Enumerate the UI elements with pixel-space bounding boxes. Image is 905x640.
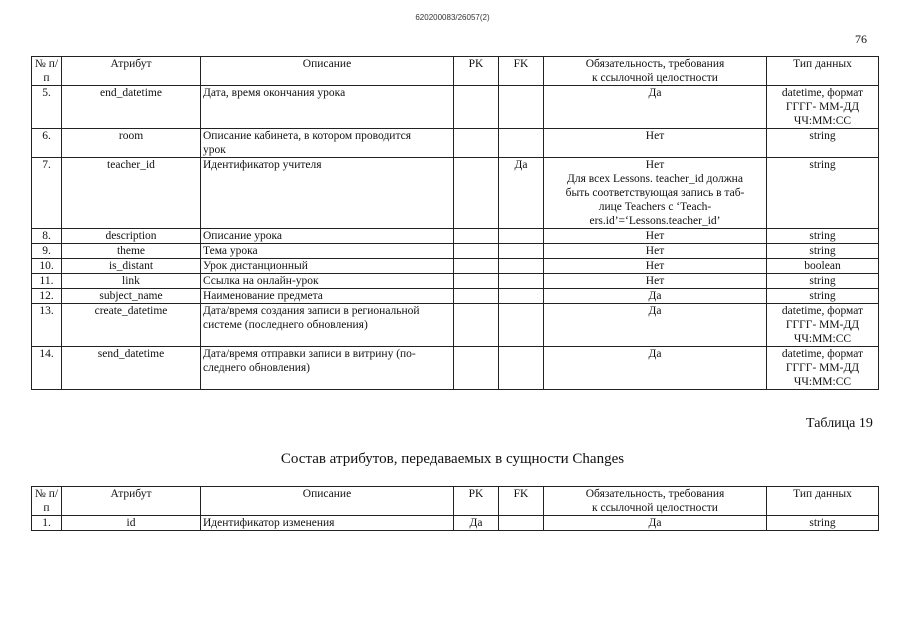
cell-attribute: is_distant [62,259,201,274]
table-row [32,304,879,347]
table-row [32,516,879,531]
cell-data-type: string [767,158,879,229]
cell-data-type: string [767,274,879,289]
cell-fk [499,229,544,244]
cell-num: 9. [32,244,62,259]
cell-num: 8. [32,229,62,244]
cell-description: Описание кабинета, в котором проводится урок [201,129,454,158]
cell-requirements: Нет Для всех Lessons. teacher_id должна быть соответствующая запись в таб- лице Teachers с ‘Teach- ers.id’=‘Lessons.teacher_id’ [544,158,767,229]
cell-description: Дата/время создания записи в региональной системе (последнего обновления) [201,304,454,347]
section-title: Состав атрибутов, передаваемых в сущности Changes [280,451,625,467]
cell-fk: Да [499,158,544,229]
cell-requirements: Нет [544,129,767,158]
cell-pk [454,347,499,390]
changes-attributes-table [31,486,879,531]
header-fk: FK [499,57,544,86]
cell-requirements: Да [544,289,767,304]
cell-num: 12. [32,289,62,304]
cell-num: 7. [32,158,62,229]
cell-pk [454,158,499,229]
header-attribute: Атрибут [62,487,201,516]
header-data-type: Тип данных [767,487,879,516]
cell-pk [454,259,499,274]
cell-pk: Да [454,516,499,531]
cell-description: Идентификатор учителя [201,158,454,229]
cell-data-type: string [767,229,879,244]
cell-num: 13. [32,304,62,347]
cell-fk [499,129,544,158]
cell-requirements: Да [544,86,767,129]
cell-pk [454,129,499,158]
cell-pk [454,274,499,289]
cell-data-type: datetime, формат ГГГГ- ММ-ДД ЧЧ:ММ:СС [767,347,879,390]
cell-pk [454,244,499,259]
cell-fk [499,289,544,304]
cell-data-type: string [767,516,879,531]
header-num: № п/п [32,487,62,516]
cell-data-type: datetime, формат ГГГГ- ММ-ДД ЧЧ:ММ:СС [767,304,879,347]
header-data-type: Тип данных [767,57,879,86]
table-row [32,289,879,304]
cell-requirements: Да [544,347,767,390]
table-row [32,86,879,129]
header-fk: FK [499,487,544,516]
cell-description: Описание урока [201,229,454,244]
cell-data-type: datetime, формат ГГГГ- ММ-ДД ЧЧ:ММ:СС [767,86,879,129]
cell-data-type: string [767,129,879,158]
cell-attribute: teacher_id [62,158,201,229]
cell-fk [499,347,544,390]
cell-data-type: boolean [767,259,879,274]
cell-num: 6. [32,129,62,158]
cell-num: 5. [32,86,62,129]
table-row [32,347,879,390]
header-attribute: Атрибут [62,57,201,86]
header-requirements: Обязательность, требования к ссылочной целостности [544,487,767,516]
cell-fk [499,86,544,129]
header-num: № п/п [32,57,62,86]
cell-attribute: room [62,129,201,158]
cell-requirements: Нет [544,244,767,259]
cell-num: 10. [32,259,62,274]
cell-description: Идентификатор изменения [201,516,454,531]
cell-num: 1. [32,516,62,531]
cell-attribute: id [62,516,201,531]
cell-attribute: end_datetime [62,86,201,129]
header-description: Описание [201,487,454,516]
cell-attribute: description [62,229,201,244]
cell-attribute: send_datetime [62,347,201,390]
attributes-table-continued [31,56,879,390]
cell-description: Ссылка на онлайн-урок [201,274,454,289]
table-header-row [32,487,879,516]
document-id: 620200083/26057(2) [415,13,490,22]
page-number: 76 [855,32,867,46]
cell-requirements: Нет [544,229,767,244]
cell-fk [499,259,544,274]
cell-pk [454,229,499,244]
cell-num: 14. [32,347,62,390]
cell-requirements: Нет [544,274,767,289]
header-pk: PK [454,487,499,516]
cell-pk [454,304,499,347]
cell-fk [499,244,544,259]
cell-attribute: theme [62,244,201,259]
cell-data-type: string [767,244,879,259]
header-description: Описание [201,57,454,86]
cell-description: Тема урока [201,244,454,259]
table-row [32,229,879,244]
cell-requirements: Нет [544,259,767,274]
table-row [32,274,879,289]
cell-attribute: link [62,274,201,289]
cell-pk [454,289,499,304]
table-header-row [32,57,879,86]
cell-description: Урок дистанционный [201,259,454,274]
cell-fk [499,516,544,531]
table-row [32,259,879,274]
cell-pk [454,86,499,129]
table-label: Таблица 19 [806,416,873,431]
table-row [32,129,879,158]
cell-attribute: create_datetime [62,304,201,347]
cell-data-type: string [767,289,879,304]
cell-description: Наименование предмета [201,289,454,304]
header-requirements: Обязательность, требования к ссылочной целостности [544,57,767,86]
cell-fk [499,274,544,289]
cell-num: 11. [32,274,62,289]
cell-description: Дата/время отправки записи в витрину (по- следнего обновления) [201,347,454,390]
cell-requirements: Да [544,516,767,531]
cell-fk [499,304,544,347]
cell-attribute: subject_name [62,289,201,304]
cell-requirements: Да [544,304,767,347]
cell-description: Дата, время окончания урока [201,86,454,129]
table-row [32,158,879,229]
table-row [32,244,879,259]
header-pk: PK [454,57,499,86]
